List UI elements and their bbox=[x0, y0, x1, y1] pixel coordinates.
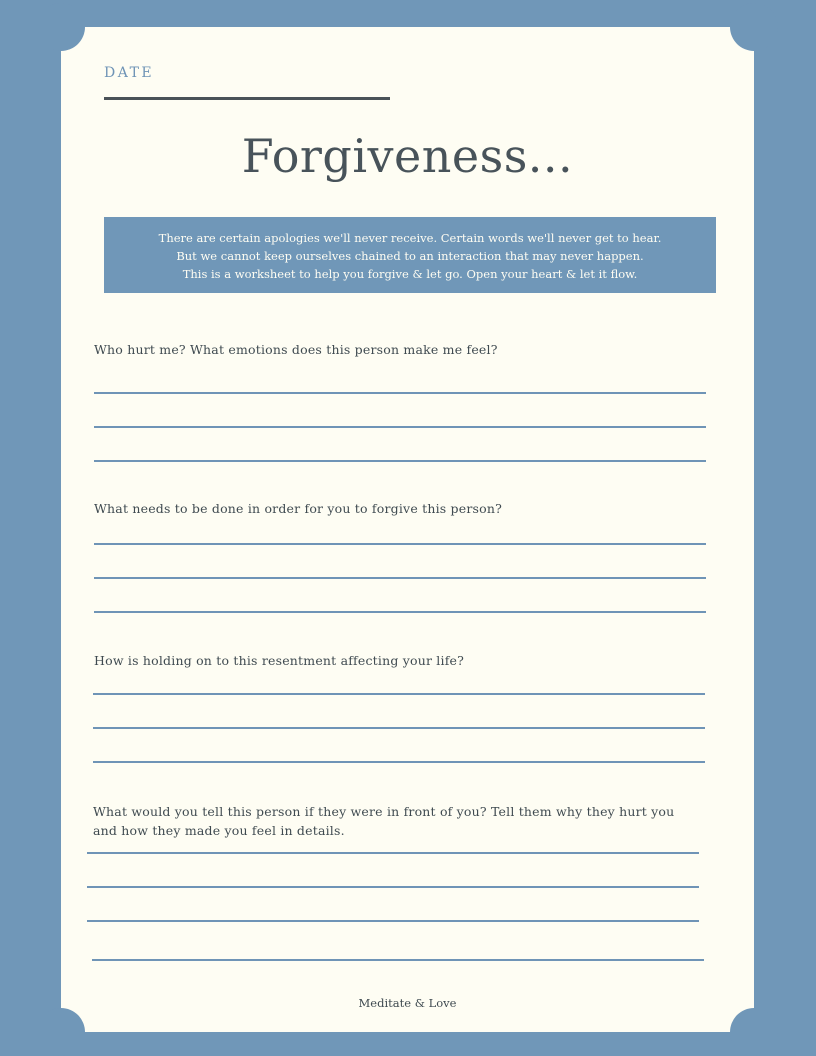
answer-line[interactable] bbox=[93, 727, 705, 729]
answer-line[interactable] bbox=[94, 611, 706, 613]
date-label: DATE bbox=[104, 65, 155, 81]
page-title: Forgiveness... bbox=[241, 129, 574, 183]
answer-line[interactable] bbox=[93, 761, 705, 763]
intro-line: This is a worksheet to help you forgive & let go. Open your heart & let it flow. bbox=[182, 267, 638, 281]
intro-box bbox=[104, 217, 716, 293]
answer-line[interactable] bbox=[92, 959, 704, 961]
question-1: Who hurt me? What emotions does this person make me feel? bbox=[94, 342, 498, 357]
date-write-line[interactable] bbox=[104, 97, 390, 100]
answer-line[interactable] bbox=[87, 920, 699, 922]
corner-notch-top-left bbox=[37, 3, 85, 51]
question-2: What needs to be done in order for you to forgive this person? bbox=[94, 501, 503, 516]
answer-line[interactable] bbox=[94, 543, 706, 545]
question-4: What would you tell this person if they were in front of you? Tell them why they hurt you and how they made you feel in details. bbox=[93, 804, 675, 838]
answer-line[interactable] bbox=[94, 577, 706, 579]
corner-notch-bottom-left bbox=[37, 1008, 85, 1056]
answer-line[interactable] bbox=[93, 693, 705, 695]
corner-notch-bottom-right bbox=[730, 1008, 778, 1056]
answer-line[interactable] bbox=[94, 392, 706, 394]
answer-line[interactable] bbox=[94, 460, 706, 462]
footer-brand: Meditate & Love bbox=[358, 996, 457, 1010]
worksheet-card bbox=[61, 27, 754, 1032]
question-3: How is holding on to this resentment affecting your life? bbox=[94, 653, 465, 668]
answer-line[interactable] bbox=[87, 852, 699, 854]
intro-line: There are certain apologies we'll never receive. Certain words we'll never get to hear. bbox=[158, 231, 662, 245]
answer-line[interactable] bbox=[94, 426, 706, 428]
intro-line: But we cannot keep ourselves chained to an interaction that may never happen. bbox=[176, 249, 644, 263]
corner-notch-top-right bbox=[730, 3, 778, 51]
answer-line[interactable] bbox=[87, 886, 699, 888]
